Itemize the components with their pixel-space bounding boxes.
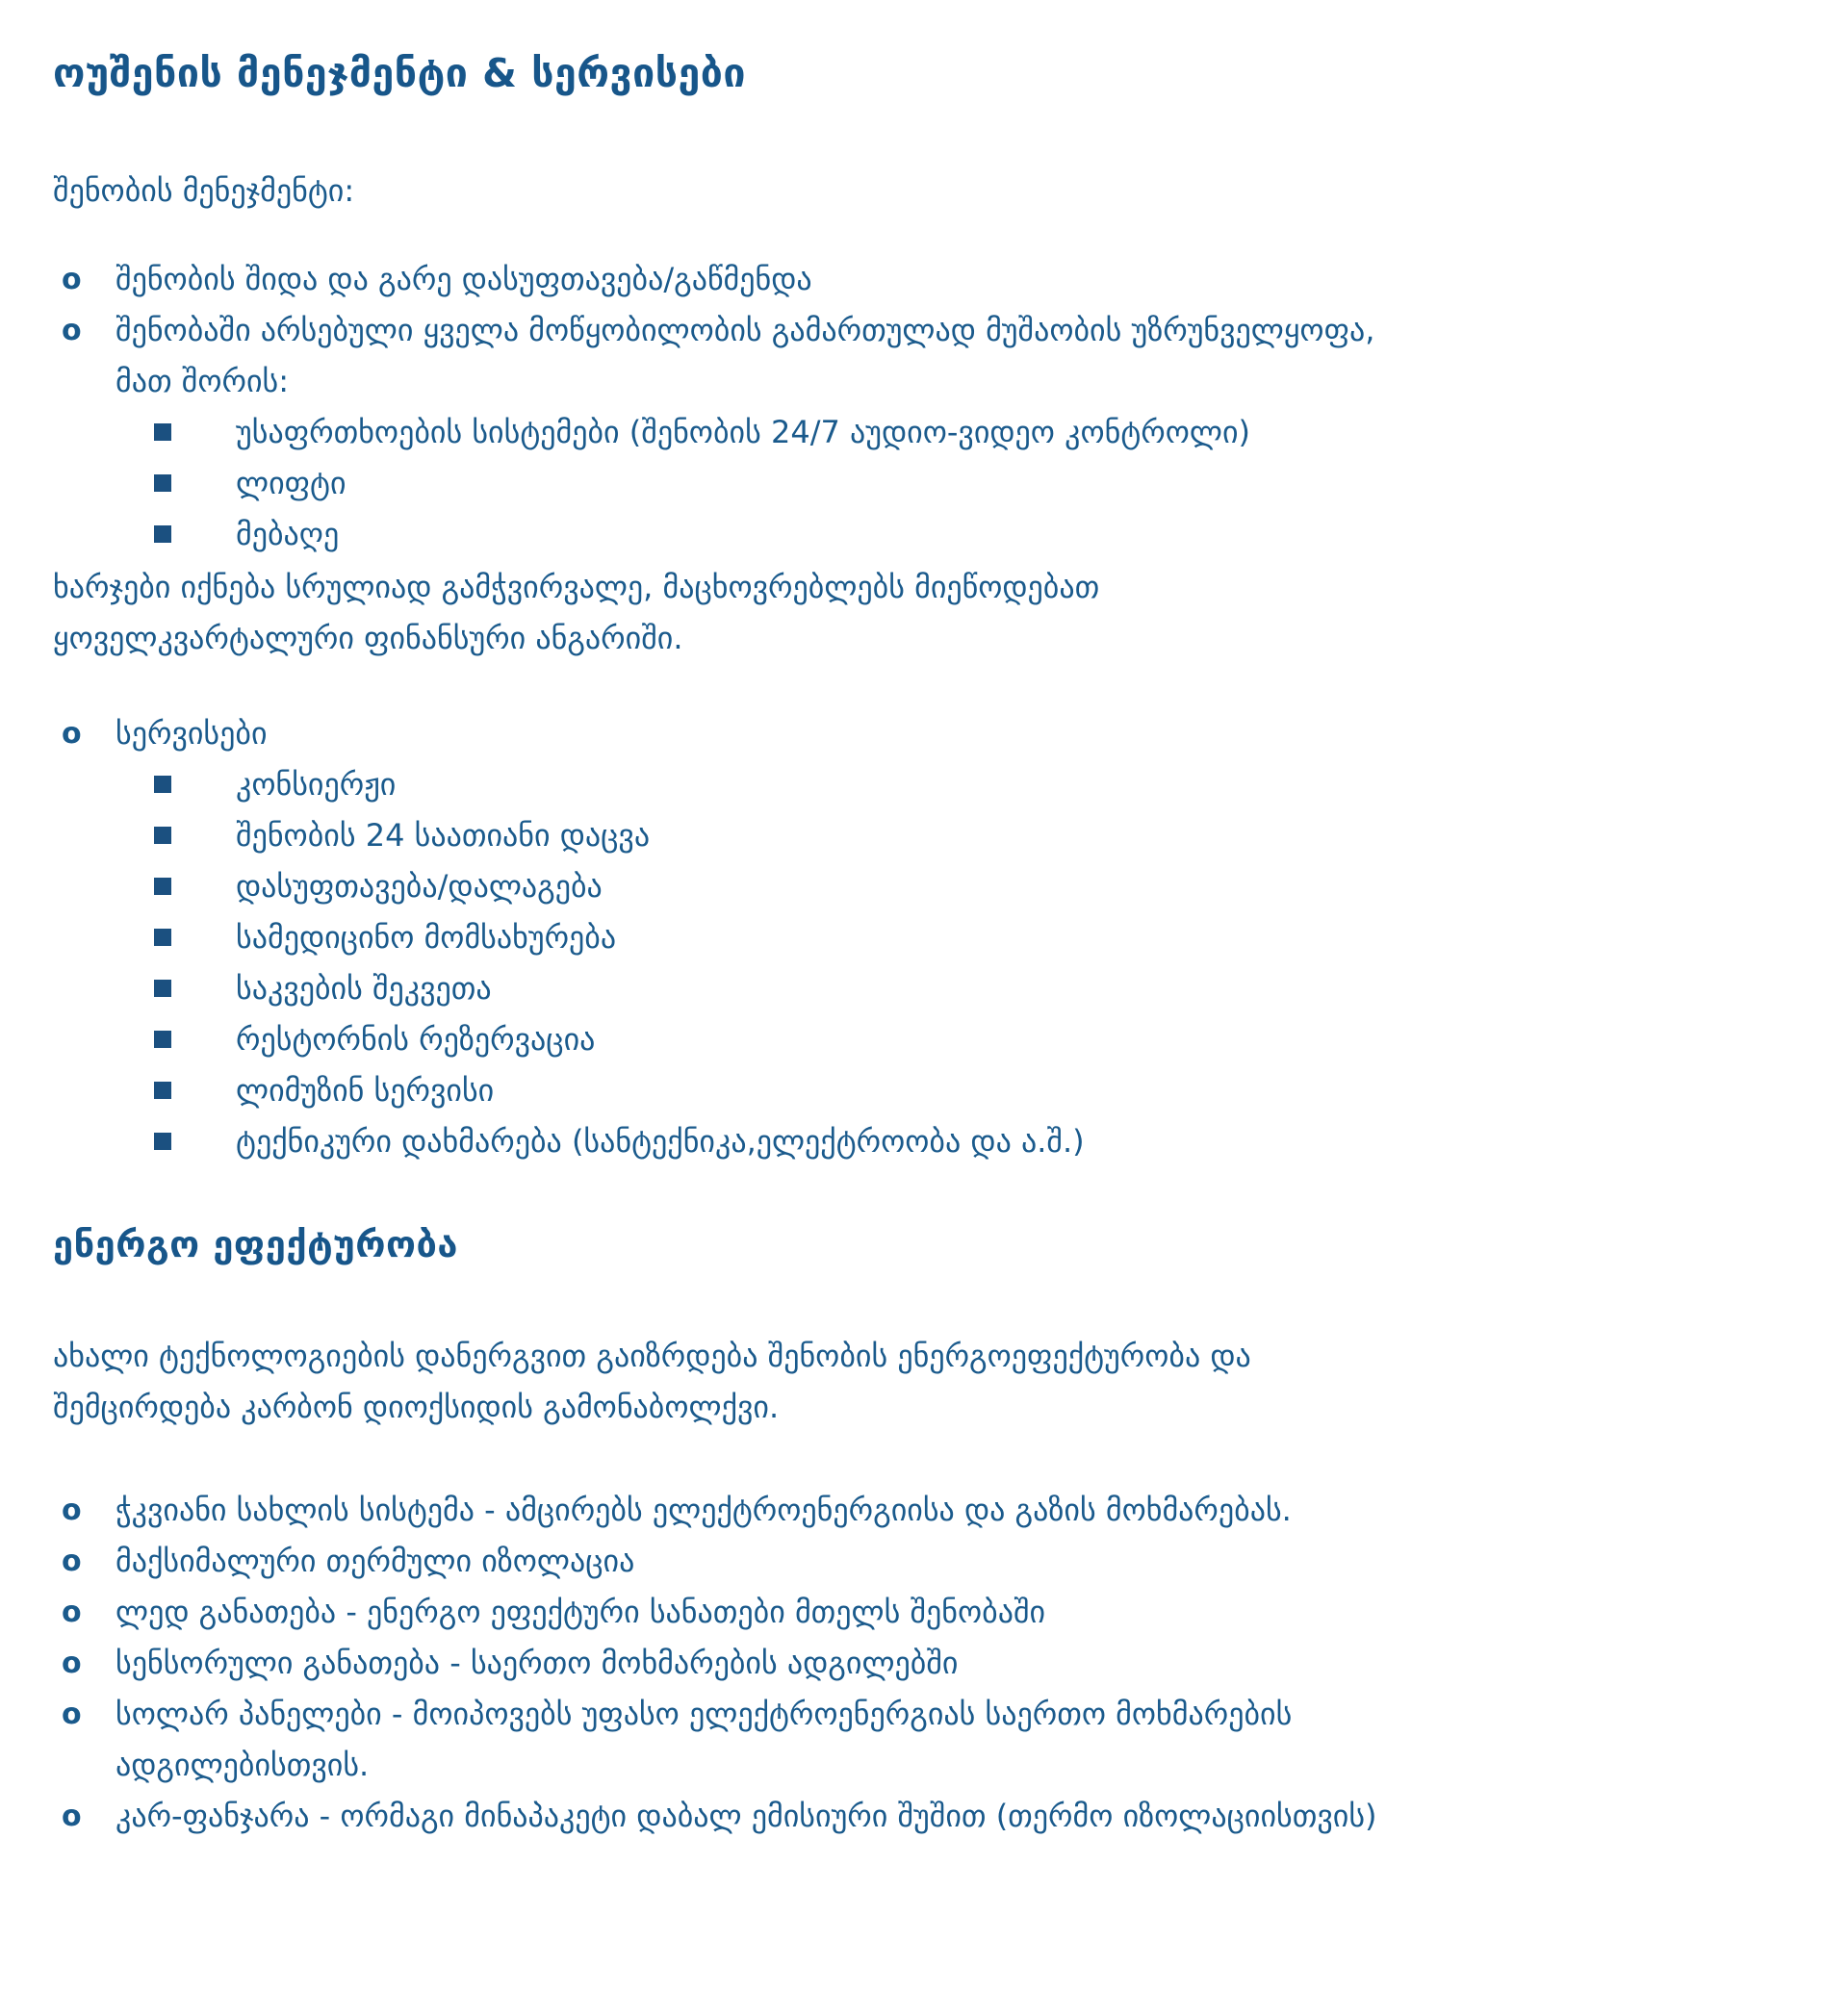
list-item-text: შენობის 24 საათიანი დაცვა <box>236 817 651 854</box>
list-item <box>53 1638 1795 1689</box>
list-item <box>53 1065 1795 1116</box>
circle-bullet-marker: o <box>62 1698 82 1731</box>
list-item <box>53 458 1795 509</box>
marker-box <box>154 963 236 997</box>
list-item <box>53 1689 1795 1791</box>
list-item-text: მებაღე <box>236 516 340 552</box>
list-item <box>53 305 1795 407</box>
list-item <box>53 810 1795 861</box>
paragraph-line: ახალი ტექნოლოგიების დანერგვით გაიზრდება შენობის ენერგოეფექტურობა და <box>53 1338 1251 1374</box>
circle-bullet-marker: o <box>62 1545 82 1578</box>
marker-box <box>154 759 236 793</box>
paragraph-line: ყოველკვარტალური ფინანსური ანგარიში. <box>53 620 683 656</box>
marker-box <box>154 458 236 492</box>
list-item-text: ჭკვიანი სახლის სისტემა - ამცირებს ელექტროენერგიისა და გაზის მოხმარებას. <box>116 1492 1292 1528</box>
marker-box <box>154 861 236 895</box>
paragraph-line: ხარჯები იქნება სრულიად გამჭვირვალე, მაცხოვრებლებს მიეწოდებათ <box>53 569 1100 605</box>
marker-box <box>154 810 236 844</box>
circle-bullet-marker: o <box>62 717 82 751</box>
square-bullet-icon <box>154 1133 171 1150</box>
list-item <box>53 1485 1795 1536</box>
circle-bullet-marker: o <box>62 314 82 347</box>
square-bullet-icon <box>154 1082 171 1099</box>
energy-paragraph <box>53 1331 1795 1433</box>
list-item-text: შენობის შიდა და გარე დასუფთავება/გაწმენდა <box>116 261 812 297</box>
list-item-text: სერვისები <box>116 715 268 752</box>
list-item <box>53 759 1795 810</box>
square-bullet-icon <box>154 878 171 895</box>
square-bullet-icon <box>154 423 171 441</box>
list-item-text <box>116 1689 1795 1791</box>
square-bullet-icon <box>154 474 171 492</box>
paragraph-line: შემცირდება კარბონ დიოქსიდის გამონაბოლქვი. <box>53 1389 780 1425</box>
list-item-line: შენობაში არსებული ყველა მოწყობილობის გამართულად მუშაობის უზრუნველყოფა, <box>116 312 1375 348</box>
marker-box <box>154 509 236 543</box>
list-item <box>53 861 1795 912</box>
square-bullet-icon <box>154 525 171 543</box>
marker-box <box>154 1116 236 1150</box>
list-item-line: ადგილებისთვის. <box>116 1747 370 1783</box>
square-bullet-icon <box>154 776 171 793</box>
list-item-text: მაქსიმალური თერმული იზოლაცია <box>116 1543 635 1579</box>
list-item <box>53 963 1795 1014</box>
list-item-text: ტექნიკური დახმარება (სანტექნიკა,ელექტროობა და ა.შ.) <box>236 1123 1085 1160</box>
list-item <box>53 407 1795 458</box>
circle-bullet-marker: o <box>62 1800 82 1833</box>
list-item <box>53 1116 1795 1167</box>
list-item-text: კარ-ფანჯარა - ორმაგი მინაპაკეტი დაბალ ემისიური შუშით (თერმო იზოლაციისთვის) <box>116 1798 1377 1834</box>
list-item-text: საკვების შეკვეთა <box>236 970 492 1007</box>
list-item <box>53 708 1795 759</box>
list-item-text: ლიფტი <box>236 465 346 501</box>
circle-bullet-marker: o <box>62 263 82 296</box>
services-list <box>53 708 1795 1167</box>
circle-bullet-marker: o <box>62 1647 82 1680</box>
document-title: ოუშენის მენეჯმენტი & სერვისები <box>53 50 746 96</box>
energy-section-heading: ენერგო ეფექტურობა <box>53 1223 458 1265</box>
list-item-text: სენსორული განათება - საერთო მოხმარების ადგილებში <box>116 1645 959 1681</box>
list-item <box>53 1587 1795 1638</box>
list-item-text: კონსიერჟი <box>236 766 397 803</box>
square-bullet-icon <box>154 929 171 946</box>
list-item <box>53 1536 1795 1587</box>
list-item-line: მათ შორის: <box>116 363 290 399</box>
management-list <box>53 254 1795 560</box>
marker-box <box>154 407 236 441</box>
list-item <box>53 912 1795 963</box>
marker-box <box>154 1014 236 1048</box>
transparency-note <box>53 562 1795 664</box>
list-item <box>53 254 1795 305</box>
square-bullet-icon <box>154 827 171 844</box>
list-item-text: ლედ განათება - ენერგო ეფექტური სანათები მთელს შენობაში <box>116 1594 1046 1630</box>
list-item-line: სოლარ პანელები - მოიპოვებს უფასო ელექტროენერგიას საერთო მოხმარების <box>116 1696 1293 1732</box>
energy-list <box>53 1485 1795 1842</box>
list-item-text: ლიმუზინ სერვისი <box>236 1072 495 1109</box>
circle-bullet-marker: o <box>62 1494 82 1527</box>
circle-bullet-marker: o <box>62 1596 82 1629</box>
marker-box <box>154 1065 236 1099</box>
list-item-text <box>116 305 1795 407</box>
square-bullet-icon <box>154 980 171 997</box>
list-item-text: უსაფრთხოების სისტემები (შენობის 24/7 აუდიო-ვიდეო კონტროლი) <box>236 414 1250 450</box>
list-item <box>53 1014 1795 1065</box>
management-lead: შენობის მენეჯმენტი: <box>53 172 355 209</box>
marker-box <box>154 912 236 946</box>
square-bullet-icon <box>154 1031 171 1048</box>
list-item-text: რესტორნის რეზერვაცია <box>236 1021 596 1058</box>
list-item-text: დასუფთავება/დალაგება <box>236 868 603 905</box>
list-item-text: სამედიცინო მომსახურება <box>236 919 617 956</box>
list-item <box>53 509 1795 560</box>
list-item <box>53 1791 1795 1842</box>
